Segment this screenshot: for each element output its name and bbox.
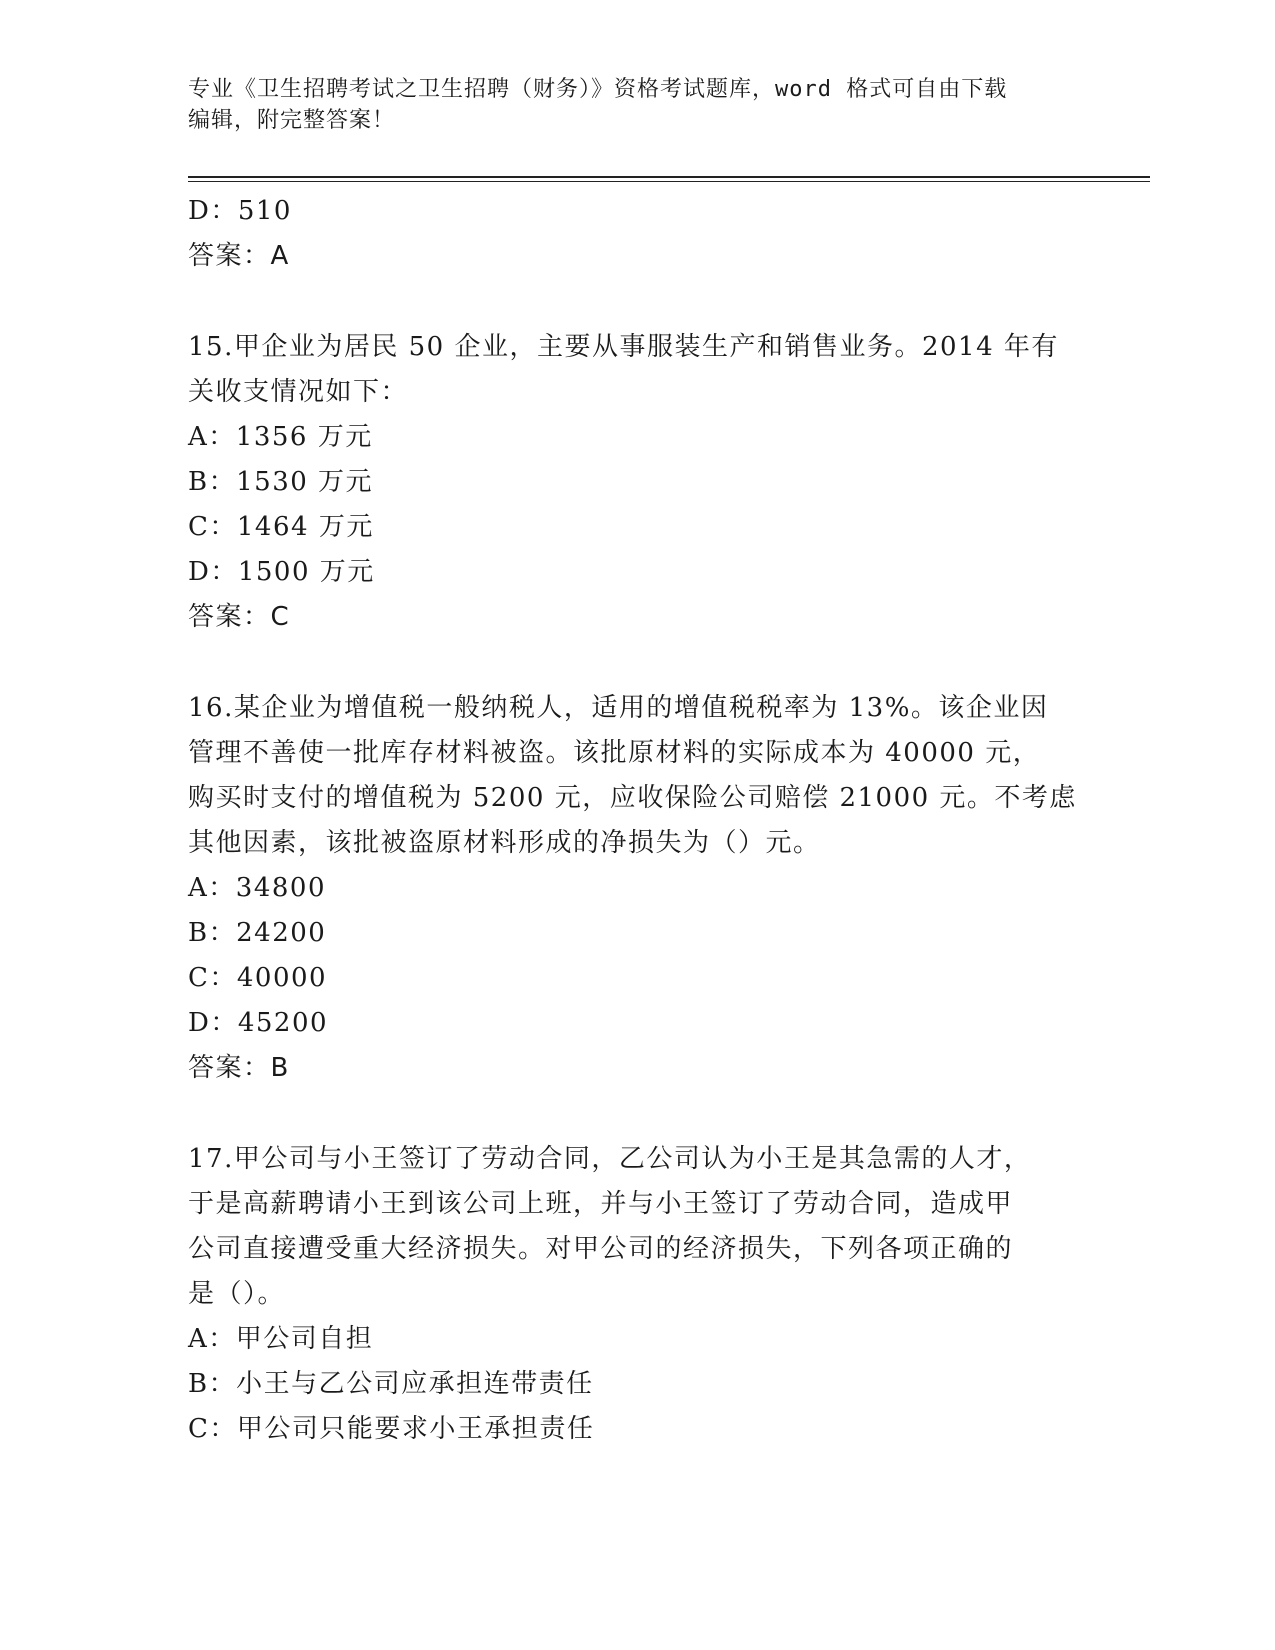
- answer-line: 答案：A: [188, 241, 290, 271]
- option-d: D：45200: [188, 1008, 329, 1038]
- header-line-1: 专业《卫生招聘考试之卫生招聘（财务）》资格考试题库，word 格式可自由下载: [188, 77, 1008, 102]
- option-c: C：甲公司只能要求小王承担责任: [188, 1414, 595, 1444]
- question-stem: 其他因素，该批被盗原材料形成的净损失为（）元。: [188, 828, 821, 858]
- header-line-2: 编辑，附完整答案！: [188, 108, 396, 133]
- header-rule-thick: [188, 176, 1150, 178]
- page-header: [188, 74, 1068, 136]
- question-stem: 购买时支付的增值税为 5200 元，应收保险公司赔偿 21000 元。不考虑: [188, 783, 1077, 813]
- question-15: [188, 325, 1088, 640]
- header-rule-thin: [188, 181, 1150, 182]
- question-stem: 17.甲公司与小王签订了劳动合同，乙公司认为小王是其急需的人才，: [188, 1144, 1032, 1174]
- option-b: B：1530 万元: [188, 467, 374, 497]
- question-stem: 是（）。: [188, 1279, 286, 1309]
- question-stem: 管理不善使一批库存材料被盗。该批原材料的实际成本为 40000 元，: [188, 738, 1041, 768]
- question-stem: 于是高薪聘请小王到该公司上班，并与小王签订了劳动合同，造成甲: [188, 1189, 1014, 1219]
- question-16: [188, 686, 1088, 1091]
- option-c: C：40000: [188, 963, 328, 993]
- question-stem: 公司直接遭受重大经济损失。对甲公司的经济损失，下列各项正确的: [188, 1234, 1014, 1264]
- answer-line: 答案：C: [188, 602, 291, 632]
- question-stem: 15.甲企业为居民 50 企业，主要从事服装生产和销售业务。2014 年有: [188, 332, 1059, 362]
- option-d: D：1500 万元: [188, 557, 375, 587]
- option-a: A：1356 万元: [188, 422, 373, 452]
- question-stem: 16.某企业为增值税一般纳税人，适用的增值税税率为 13%。该企业因: [188, 693, 1049, 723]
- option-a: A：甲公司自担: [188, 1324, 374, 1354]
- option-d: D：510: [188, 196, 292, 226]
- question-17: [188, 1137, 1088, 1452]
- answer-line: 答案：B: [188, 1053, 290, 1083]
- option-b: B：小王与乙公司应承担连带责任: [188, 1369, 594, 1399]
- option-c: C：1464 万元: [188, 512, 374, 542]
- document-body: [188, 189, 1088, 1452]
- option-b: B：24200: [188, 918, 327, 948]
- option-a: A：34800: [188, 873, 326, 903]
- question-stem: 关收支情况如下：: [188, 377, 409, 407]
